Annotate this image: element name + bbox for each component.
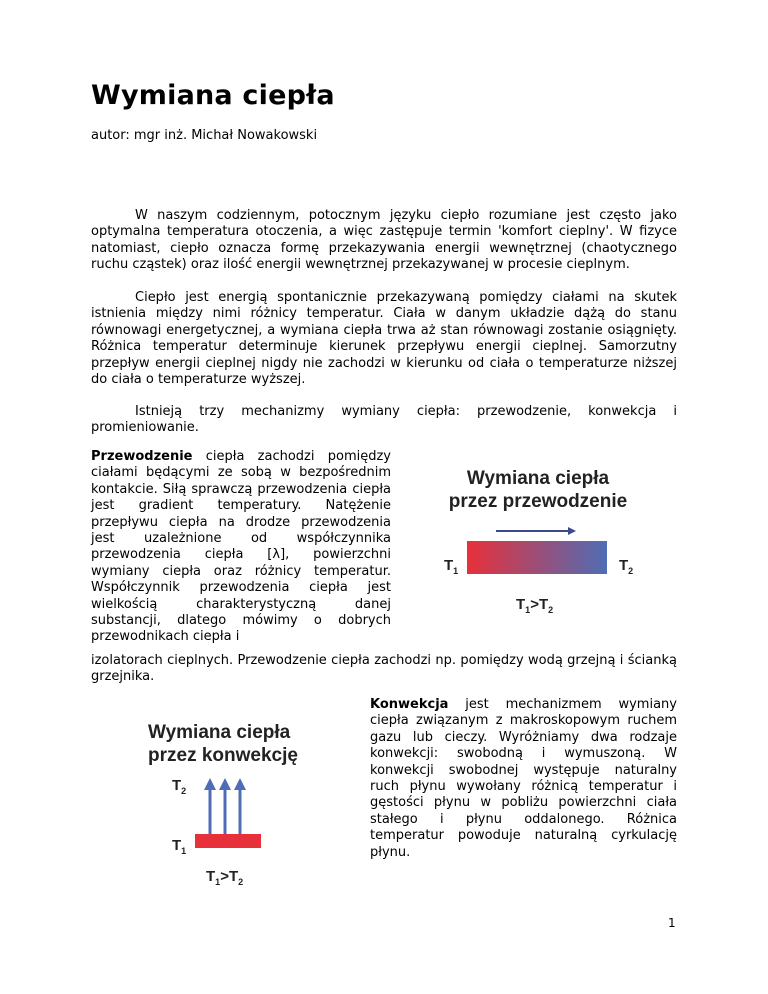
paragraph-definition-text: Ciepło jest energią spontanicznie przekazywaną pomiędzy ciałami na skutek istnienia między nimi różnicy temperatur. Ciała w danym układzie dążą do stanu równowagi energetycznej, a wymiana ciepła trwa aż stan równowagi zostanie osiągnięty. Różnica temperatur determinuje kierunek przepływu energii cieplnej. Samorzutny przepływ energii cieplnej nigdy nie zachodzi w kierunku od ciała o temperaturze niższej do ciała o temperaturze wyższej. xyxy=(91,290,677,388)
paragraph-intro xyxy=(91,208,677,274)
conduction-term: Przewodzenie xyxy=(91,449,193,464)
paragraph-definition xyxy=(91,290,677,388)
convection-relation: $T_1>T_2$ xyxy=(206,868,244,887)
conduction-figure-title-1: Wymiana ciepła xyxy=(466,468,610,489)
convection-paragraph xyxy=(370,697,677,861)
conduction-figure-svg xyxy=(418,462,658,622)
convection-arrow-2-head-icon xyxy=(219,778,231,790)
paragraph-mechanisms-text: Istnieją trzy mechanizmy wymiany ciepła: przewodzenie, konwekcja i promieniowanie. xyxy=(91,404,677,436)
convection-term: Konwekcja xyxy=(370,697,449,712)
conduction-label-t2: $T_2$ xyxy=(619,557,634,576)
conduction-arrow-icon xyxy=(568,527,576,535)
conduction-body: ciepła zachodzi pomiędzy ciałami będącymi ze sobą w bezpośrednim kontakcie. Siłą sprawczą przewodzenia ciepła jest gradient temperatury. Natężenie przepływu ciepła na drodze przewodzenia jest uzależnione od współczynnika przewodzenia ciepła [λ], powierzchni wymiany ciepła oraz różnicy temperatur. Współczynnik przewodzenia ciepła jest wielkością charakterystyczną danej substancji, dlatego mówimy o dobrych przewodnikach ciepła i xyxy=(91,449,391,645)
page-title: Wymiana ciepła xyxy=(91,80,335,111)
conduction-bar xyxy=(467,541,607,574)
conduction-paragraph xyxy=(91,449,391,646)
author-line: autor: mgr inż. Michał Nowakowski xyxy=(91,128,318,143)
convection-label-t1: $T_1$ xyxy=(172,837,187,856)
convection-figure xyxy=(140,718,340,898)
convection-label-t2: $T_2$ xyxy=(172,777,187,796)
convection-arrow-3-head-icon xyxy=(234,778,246,790)
paragraph-mechanisms xyxy=(91,404,677,437)
convection-hot-plate xyxy=(195,834,261,848)
convection-figure-title-2: przez konwekcję xyxy=(148,745,298,766)
conduction-label-t1: $T_1$ xyxy=(444,557,459,576)
paragraph-intro-text: W naszym codziennym, potocznym języku ciepło rozumiane jest często jako optymalna temperatura otoczenia, a więc zastępuje termin 'komfort cieplny'. W fizyce natomiast, ciepło oznacza formę przekazywania energii wewnętrznej (chaotycznego ruchu cząstek) oraz ilość energii wewnętrznej przekazywanej w procesie cieplnym. xyxy=(91,208,677,273)
convection-figure-svg xyxy=(140,718,340,898)
page-number: 1 xyxy=(668,916,676,930)
convection-body: jest mechanizmem wymiany ciepła związanym z makroskopowym ruchem gazu lub cieczy. Wyróżniamy dwa rodzaje konwekcji: swobodną i wymuszoną. W konwekcji swobodnej występuje naturalny ruch płynu wywołany różnicą temperatur i gęstości płynu w pobliżu powierzchni ciała stałego i płynu oddalonego. Różnica temperatur powoduje naturalną cyrkulację płynu. xyxy=(370,697,677,860)
convection-arrow-1-head-icon xyxy=(204,778,216,790)
convection-figure-title-1: Wymiana ciepła xyxy=(148,722,291,743)
conduction-relation: $T_1>T_2$ xyxy=(516,596,554,615)
conduction-figure xyxy=(418,462,658,622)
conduction-paragraph-end: izolatorach cieplnych. Przewodzenie ciepła zachodzi np. pomiędzy wodą grzejną i ścianką grzejnika. xyxy=(91,653,677,685)
convection-arrows xyxy=(204,778,246,834)
conduction-figure-title-2: przez przewodzenie xyxy=(448,491,628,512)
